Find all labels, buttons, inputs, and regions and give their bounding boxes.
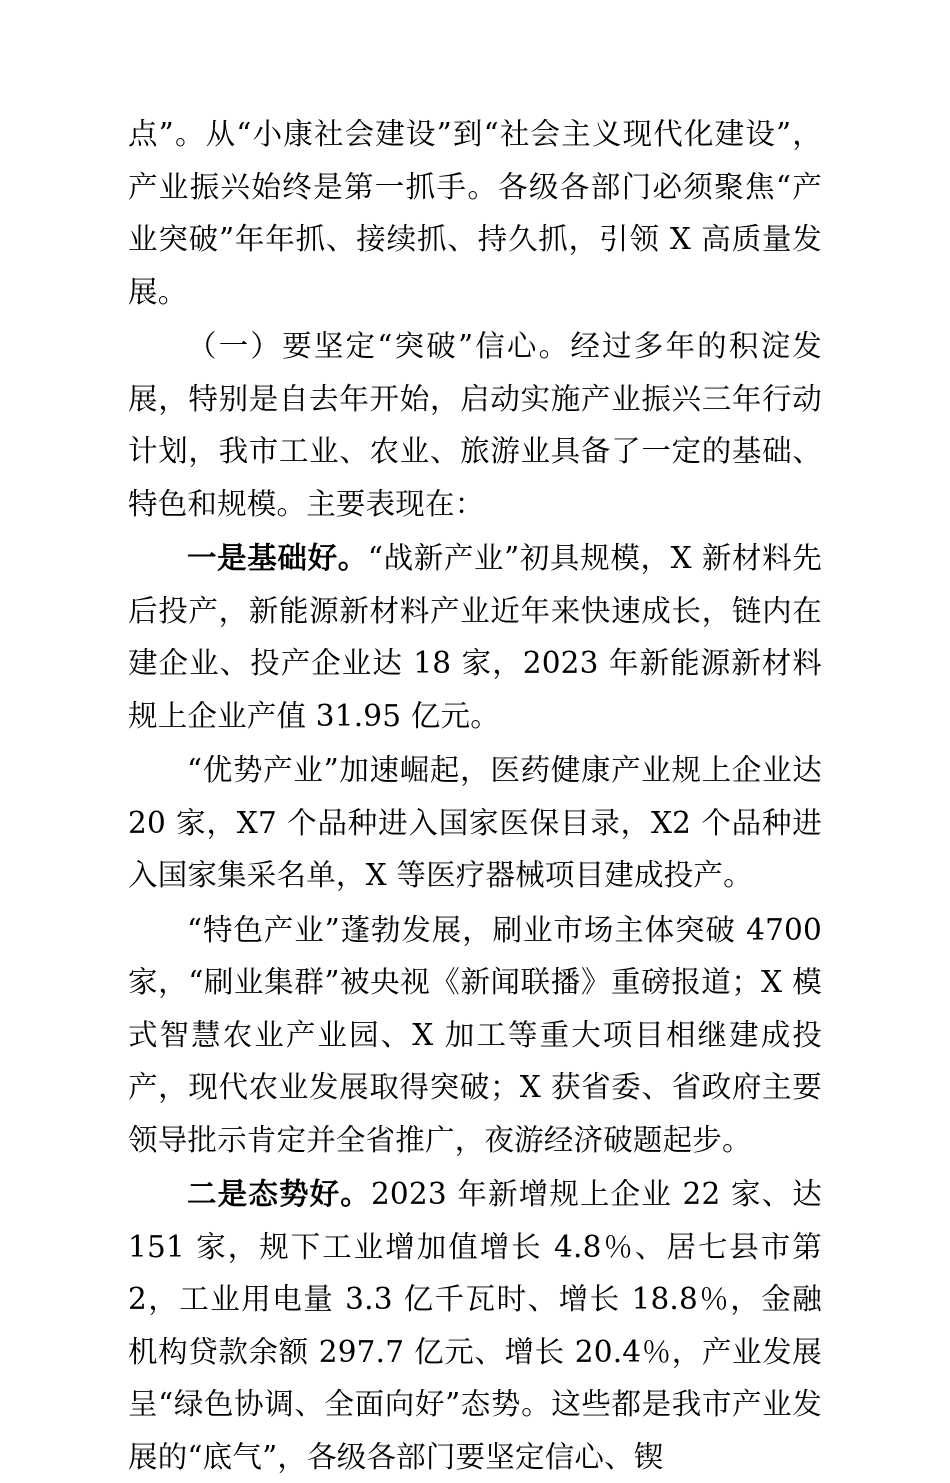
paragraph-3-text: “战新产业”初具规模，X 新材料先后投产，新能源新材料产业近年来快速成长，链内在建企业、投产企业达 18 家，2023 年新能源新材料规上企业产值 31.95 亿元。 (128, 541, 822, 733)
paragraph-1 (128, 108, 822, 318)
paragraph-6 (128, 1168, 822, 1483)
paragraph-3 (128, 532, 822, 742)
paragraph-5-text: “特色产业”蓬勃发展，刷业市场主体突破 4700 家，“刷业集群”被央视《新闻联播》重磅报道；X 模式智慧农业产业园、X 加工等重大项目相继建成投产，现代农业发展取得突破；X 获省委、省政府主要领导批示肯定并全省推广，夜游经济破题起步。 (128, 912, 822, 1157)
paragraph-6-text: 2023 年新增规上企业 22 家、达 151 家，规下工业增加值增长 4.8％、居七县市第 2，工业用电量 3.3 亿千瓦时、增长 18.8％，金融机构贷款余额 297.7 亿元、增长 20.4％，产业发展呈“绿色协调、全面向好”态势。这些都是我市产业发展的“底气”，各级各部门要坚定信心、锲 (128, 1177, 822, 1474)
document-body (128, 108, 822, 1483)
paragraph-2-text: （一）要坚定“突破”信心。经过多年的积淀发展，特别是自去年开始，启动实施产业振兴三年行动计划，我市工业、农业、旅游业具备了一定的基础、特色和规模。主要表现在： (128, 329, 822, 521)
paragraph-6-lead: 二是态势好。 (187, 1176, 371, 1211)
paragraph-4-text: “优势产业”加速崛起，医药健康产业规上企业达 20 家，X7 个品种进入国家医保目录，X2 个品种进入国家集采名单，X 等医疗器械项目建成投产。 (128, 753, 822, 892)
paragraph-4 (128, 744, 822, 902)
paragraph-3-lead: 一是基础好。 (187, 540, 368, 575)
paragraph-2 (128, 320, 822, 530)
paragraph-1-text: 点”。从“小康社会建设”到“社会主义现代化建设”，产业振兴始终是第一抓手。各级各部门必须聚焦“产业突破”年年抓、接续抓、持久抓，引领 X 高质量发展。 (128, 117, 822, 309)
paragraph-5 (128, 904, 822, 1167)
